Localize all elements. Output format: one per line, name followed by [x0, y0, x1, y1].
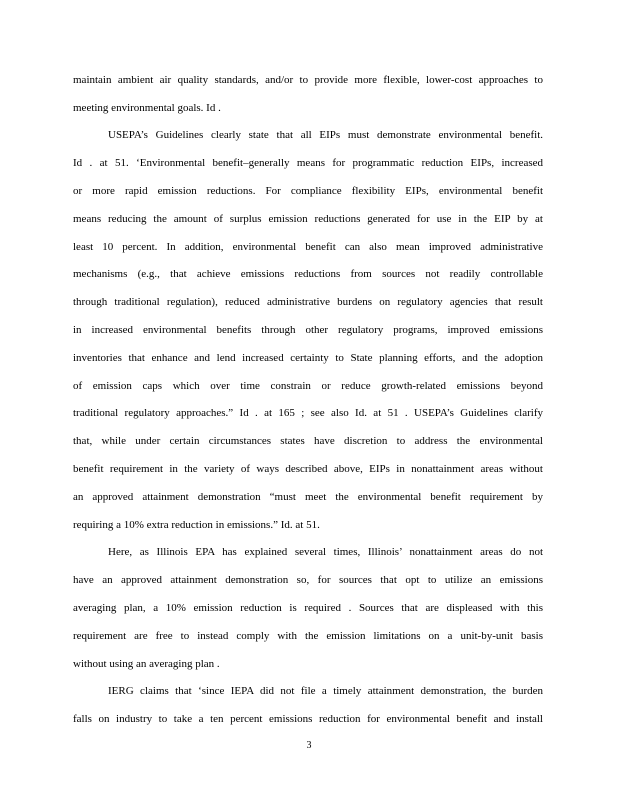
text-line: an approved attainment demonstration “must meet the environmental benefit requirement by — [73, 491, 543, 503]
text-line: inventories that enhance and lend increased certainty to State planning efforts, and the adoption — [73, 352, 543, 364]
text-line: without using an averaging plan . — [73, 658, 220, 670]
text-line: means reducing the amount of surplus emission reductions generated for use in the EIP by at — [73, 213, 543, 225]
text-line: IERG claims that ‘since IEPA did not file a timely attainment demonstration, the burden — [108, 685, 543, 697]
text-line: benefit requirement in the variety of ways described above, EIPs in nonattainment areas without — [73, 463, 543, 475]
text-line: least 10 percent. In addition, environmental benefit can also mean improved administrative — [73, 241, 543, 253]
text-line: Id . at 51. ‘Environmental benefit–generally means for programmatic reduction EIPs, increased — [73, 157, 543, 169]
text-line: mechanisms (e.g., that achieve emissions reductions from sources not readily controllable — [73, 268, 543, 280]
text-line: traditional regulatory approaches.” Id . at 165 ; see also Id. at 51 . USEPA’s Guidelines clarify — [73, 407, 543, 419]
text-line: that, while under certain circumstances states have discretion to address the environmental — [73, 435, 543, 447]
text-line: have an approved attainment demonstration so, for sources that opt to utilize an emissions — [73, 574, 543, 586]
text-line: in increased environmental benefits through other regulatory programs, improved emissions — [73, 324, 543, 336]
text-line: USEPA’s Guidelines clearly state that all EIPs must demonstrate environmental benefit. — [108, 129, 543, 141]
text-line: of emission caps which over time constrain or reduce growth-related emissions beyond — [73, 380, 543, 392]
text-line: averaging plan, a 10% emission reduction is required . Sources that are displeased with this — [73, 602, 543, 614]
text-line: requiring a 10% extra reduction in emissions.” Id. at 51. — [73, 519, 320, 531]
text-line: falls on industry to take a ten percent emissions reduction for environmental benefit and install — [73, 713, 543, 725]
text-line: through traditional regulation), reduced administrative burdens on regulatory agencies that result — [73, 296, 543, 308]
page-number: 3 — [306, 740, 312, 751]
text-line: requirement are free to instead comply with the emission limitations on a unit-by-unit basis — [73, 630, 543, 642]
text-line: Here, as Illinois EPA has explained several times, Illinois’ nonattainment areas do not — [108, 546, 543, 558]
text-line: meeting environmental goals. Id . — [73, 102, 221, 114]
text-line: or more rapid emission reductions. For compliance flexibility EIPs, environmental benefit — [73, 185, 543, 197]
text-line: maintain ambient air quality standards, and/or to provide more flexible, lower-cost approaches to — [73, 74, 543, 86]
